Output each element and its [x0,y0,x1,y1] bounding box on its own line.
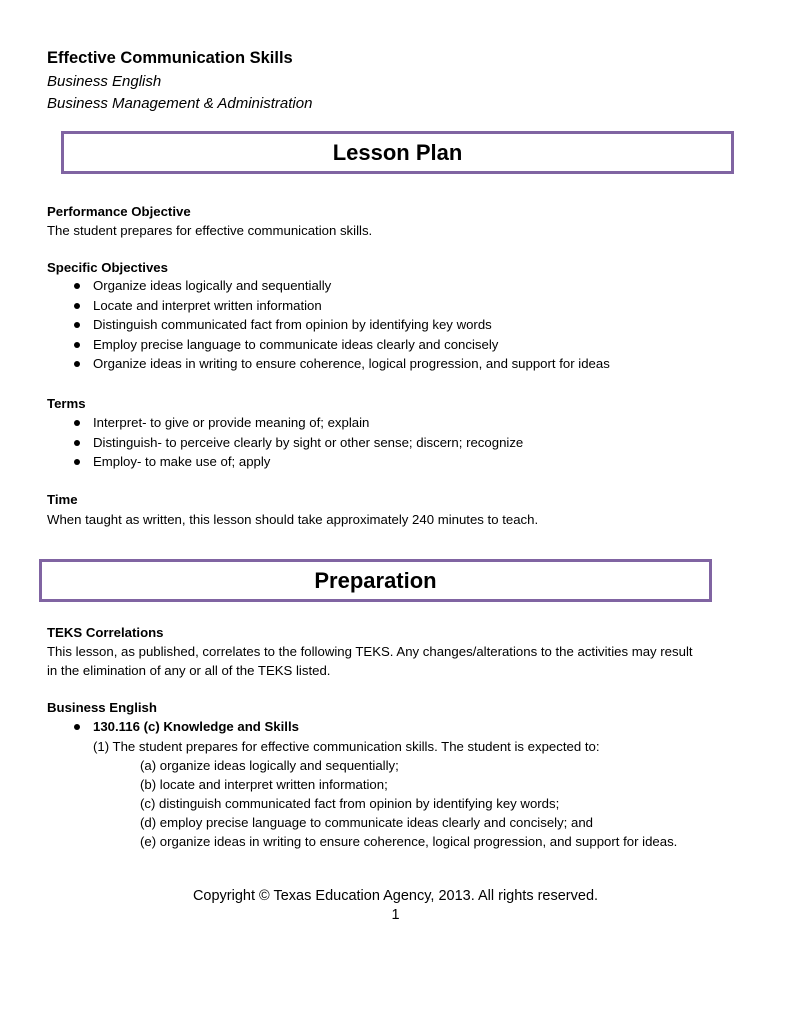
list-item: Employ precise language to communicate ideas clearly and concisely [47,335,610,355]
preparation-heading-box [39,559,712,602]
teks-standard-intro: (1) The student prepares for effective communication skills. The student is expected to: [93,739,600,754]
list-item: (d) employ precise language to communicate ideas clearly and concisely; and [140,815,594,830]
list-item: Locate and interpret written information [47,296,610,316]
teks-standard-item: 130.116 (c) Knowledge and Skills [47,717,299,737]
teks-correlations-text-line1: This lesson, as published, correlates to the following TEKS. Any changes/alterations to the activities may result [47,644,693,659]
document-title: Effective Communication Skills [47,49,293,67]
copyright-notice: Copyright © Texas Education Agency, 2013. All rights reserved. [192,888,599,904]
teks-correlations-text-line2: in the elimination of any or all of the TEKS listed. [47,663,331,678]
list-item: Organize ideas in writing to ensure coherence, logical progression, and support for ideas [47,354,610,374]
performance-objective-heading: Performance Objective [47,204,191,219]
list-item: (c) distinguish communicated fact from opinion by identifying key words; [140,796,560,811]
terms-list [47,413,523,472]
time-text: When taught as written, this lesson should take approximately 240 minutes to teach. [47,512,539,527]
lesson-plan-heading: Lesson Plan [332,139,463,165]
list-item: (a) organize ideas logically and sequentially; [140,758,399,773]
specific-objectives-list [47,276,610,374]
performance-objective-text: The student prepares for effective communication skills. [47,223,373,238]
lesson-plan-heading-box [61,131,734,174]
terms-heading: Terms [47,396,86,411]
time-heading: Time [47,492,78,507]
teks-standard-list [47,717,299,737]
specific-objectives-heading: Specific Objectives [47,260,168,275]
list-item: Employ- to make use of; apply [47,452,523,472]
list-item: (e) organize ideas in writing to ensure coherence, logical progression, and support for ideas. [140,834,678,849]
course-name: Business English [47,73,162,90]
list-item: Distinguish communicated fact from opinion by identifying key words [47,315,610,335]
career-cluster: Business Management & Administration [47,95,313,112]
list-item: Organize ideas logically and sequentially [47,276,610,296]
list-item: (b) locate and interpret written information; [140,777,388,792]
teks-expectations-list [140,756,677,851]
business-english-heading: Business English [47,700,157,715]
teks-correlations-heading: TEKS Correlations [47,625,164,640]
list-item: Interpret- to give or provide meaning of; explain [47,413,523,433]
page-number: 1 [391,907,400,923]
preparation-heading: Preparation [314,567,437,593]
list-item: Distinguish- to perceive clearly by sight or other sense; discern; recognize [47,433,523,453]
